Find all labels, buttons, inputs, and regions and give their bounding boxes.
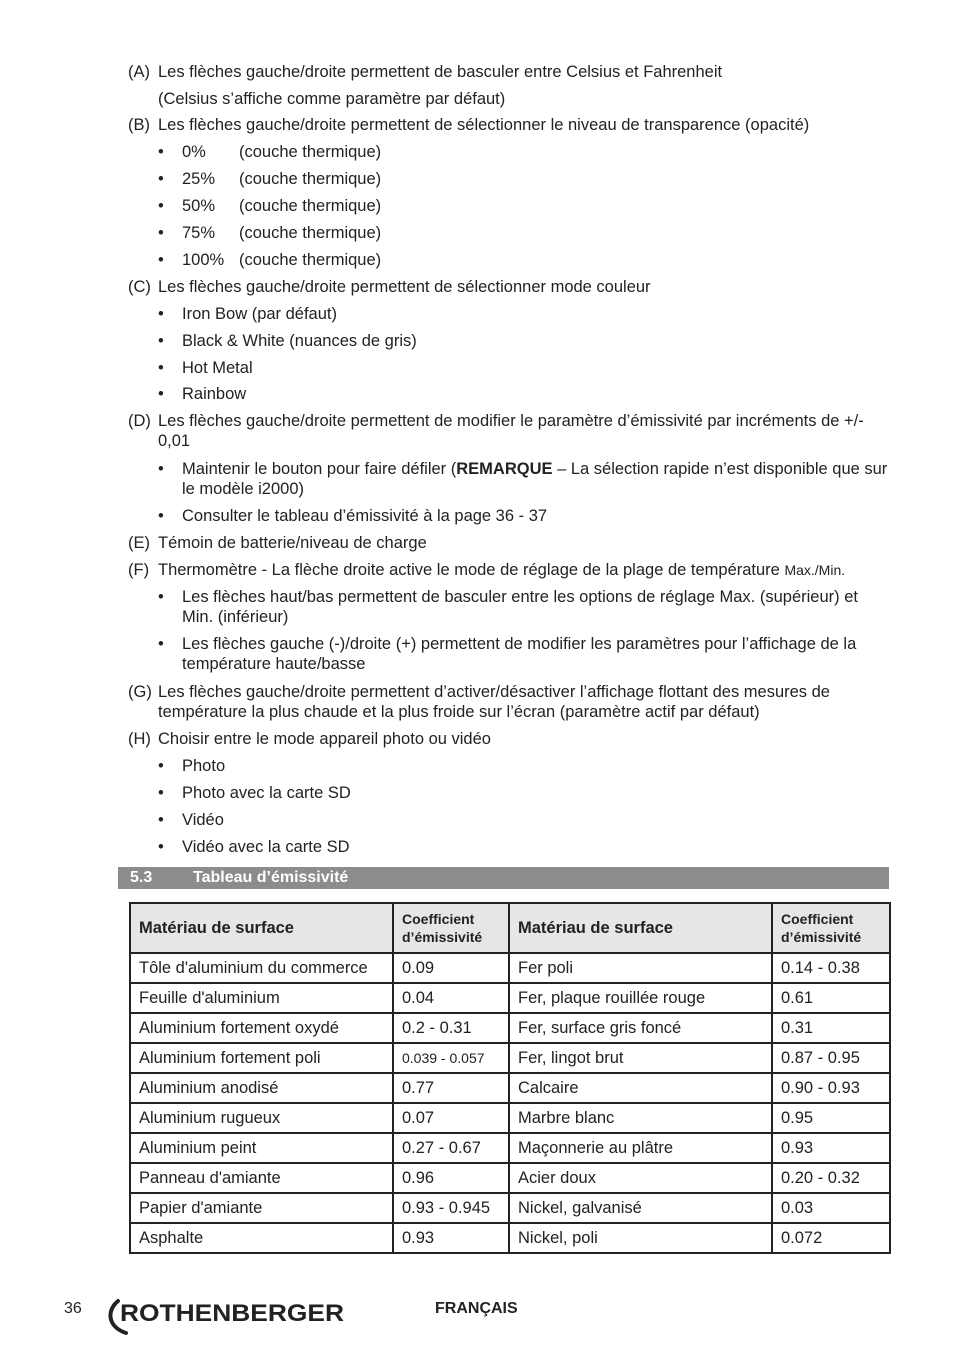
opacity-value: 100% — [182, 251, 225, 269]
item-letter: (G) — [128, 683, 152, 701]
item-letter: (F) — [128, 561, 150, 579]
material-cell: Papier d'amiante — [130, 1193, 393, 1223]
color-mode: Rainbow — [182, 385, 247, 403]
item-f — [128, 560, 890, 580]
opacity-label: (couche thermique) — [239, 170, 382, 188]
coefficient-cell: 0.20 - 0.32 — [772, 1163, 890, 1193]
coefficient-cell: 0.77 — [393, 1073, 509, 1103]
table-row — [130, 1103, 890, 1133]
bullet-dot: • — [158, 359, 164, 377]
bullet-dot: • — [158, 757, 164, 775]
table-row — [130, 1043, 890, 1073]
material-cell: Acier doux — [509, 1163, 772, 1193]
material-cell: Aluminium anodisé — [130, 1073, 393, 1103]
coefficient-cell: 0.04 — [393, 983, 509, 1013]
material-cell: Calcaire — [509, 1073, 772, 1103]
bullet-dot: • — [158, 588, 164, 606]
list-item — [158, 756, 890, 776]
item-text: Thermomètre - La flèche droite active le mode de réglage de la plage de température — [158, 561, 785, 579]
item-a — [128, 62, 890, 82]
item-e — [128, 533, 890, 553]
material-cell: Marbre blanc — [509, 1103, 772, 1133]
coefficient-cell: 0.07 — [393, 1103, 509, 1133]
coefficient-cell: 0.96 — [393, 1163, 509, 1193]
material-cell: Nickel, galvanisé — [509, 1193, 772, 1223]
table-row — [130, 1193, 890, 1223]
section-title: Tableau d’émissivité — [193, 869, 349, 886]
list-item — [158, 223, 890, 243]
item-text: Choisir entre le mode appareil photo ou vidéo — [158, 730, 491, 748]
header-material: Matériau de surface — [130, 903, 393, 953]
capture-mode: Photo avec la carte SD — [182, 784, 351, 802]
item-text-small: Max./Min. — [784, 562, 846, 578]
coefficient-cell: 0.90 - 0.93 — [772, 1073, 890, 1103]
section-header — [118, 867, 889, 889]
note-text: – La sélection rapide n’est disponible que sur le modèle i2000) — [182, 460, 888, 498]
coefficient-cell: 0.31 — [772, 1013, 890, 1043]
list-item — [158, 506, 890, 526]
material-cell: Aluminium fortement poli — [130, 1043, 393, 1073]
list-item — [158, 459, 890, 499]
material-cell: Aluminium fortement oxydé — [130, 1013, 393, 1043]
capture-mode: Vidéo avec la carte SD — [182, 838, 350, 856]
reference-text: Consulter le tableau d’émissivité à la page 36 - 37 — [182, 507, 548, 525]
list-item — [158, 810, 890, 830]
rothenberger-logo — [104, 1297, 349, 1337]
item-b — [128, 115, 890, 135]
item-text: Les flèches gauche/droite permettent de sélectionner mode couleur — [158, 278, 651, 296]
coefficient-cell: 0.27 - 0.67 — [393, 1133, 509, 1163]
opacity-label: (couche thermique) — [239, 251, 382, 269]
bullet-dot: • — [158, 784, 164, 802]
table-row — [130, 983, 890, 1013]
list-item — [158, 331, 890, 351]
material-cell: Aluminium peint — [130, 1133, 393, 1163]
table-row — [130, 1133, 890, 1163]
coefficient-cell: 0.072 — [772, 1223, 890, 1253]
material-cell: Fer, surface gris foncé — [509, 1013, 772, 1043]
list-item — [158, 250, 890, 270]
list-item — [158, 783, 890, 803]
bullet-dot: • — [158, 635, 164, 653]
item-letter: (B) — [128, 116, 150, 134]
coefficient-cell: 0.87 - 0.95 — [772, 1043, 890, 1073]
capture-mode: Vidéo — [182, 811, 224, 829]
bullet-dot: • — [158, 170, 164, 188]
table-row — [130, 1073, 890, 1103]
coefficient-cell: 0.93 — [772, 1133, 890, 1163]
color-mode: Iron Bow (par défaut) — [182, 305, 337, 323]
opacity-value: 75% — [182, 224, 216, 242]
material-cell: Fer poli — [509, 953, 772, 983]
list-item — [158, 358, 890, 378]
bullet-dot: • — [158, 143, 164, 161]
table-row — [130, 1013, 890, 1043]
bullet-dot: • — [158, 305, 164, 323]
material-cell: Tôle d'aluminium du commerce — [130, 953, 393, 983]
page-number: 36 — [64, 1300, 82, 1317]
opacity-label: (couche thermique) — [239, 197, 382, 215]
bullet-dot: • — [158, 385, 164, 403]
coefficient-cell: 0.03 — [772, 1193, 890, 1223]
opacity-label: (couche thermique) — [239, 143, 382, 161]
bullet-dot: • — [158, 811, 164, 829]
list-item — [158, 384, 890, 404]
item-text: Les flèches gauche/droite permettent d’activer/désactiver l’affichage flottant des mesures de température la plus chaude et la plus froide sur l’écran (paramètre actif par défaut) — [158, 683, 830, 721]
list-item — [158, 634, 890, 674]
item-letter: (E) — [128, 534, 150, 552]
note-text: Maintenir le bouton pour faire défiler ( — [182, 460, 457, 478]
item-text: Les flèches gauche/droite permettent de modifier le paramètre d’émissivité par incréments de +/- 0,01 — [158, 412, 864, 450]
item-d — [128, 411, 890, 451]
material-cell: Fer, lingot brut — [509, 1043, 772, 1073]
item-letter: (D) — [128, 412, 151, 430]
bullet-dot: • — [158, 224, 164, 242]
header-material: Matériau de surface — [509, 903, 772, 953]
opacity-value: 25% — [182, 170, 216, 188]
section-number: 5.3 — [130, 869, 153, 886]
item-text: Les flèches gauche/droite permettent de basculer entre Celsius et Fahrenheit — [158, 63, 723, 81]
bullet-dot: • — [158, 197, 164, 215]
material-cell: Feuille d'aluminium — [130, 983, 393, 1013]
list-item — [158, 587, 890, 627]
opacity-label: (couche thermique) — [239, 224, 382, 242]
material-cell: Nickel, poli — [509, 1223, 772, 1253]
material-cell: Maçonnerie au plâtre — [509, 1133, 772, 1163]
material-cell: Panneau d'amiante — [130, 1163, 393, 1193]
material-cell: Fer, plaque rouillée rouge — [509, 983, 772, 1013]
bullet-dot: • — [158, 507, 164, 525]
note-label: REMARQUE — [456, 460, 553, 478]
coefficient-cell: 0.2 - 0.31 — [393, 1013, 509, 1043]
item-g — [128, 682, 890, 722]
bullet-text: Les flèches gauche (-)/droite (+) permettent de modifier les paramètres pour l’affichage de la température haute/basse — [182, 635, 857, 673]
list-item — [158, 837, 890, 857]
item-letter: (H) — [128, 730, 151, 748]
color-mode: Hot Metal — [182, 359, 253, 377]
item-letter: (C) — [128, 278, 151, 296]
item-text: Les flèches gauche/droite permettent de sélectionner le niveau de transparence (opacité) — [158, 116, 810, 134]
list-item — [158, 169, 890, 189]
table-row — [130, 1163, 890, 1193]
item-letter: (A) — [128, 63, 150, 81]
capture-mode: Photo — [182, 757, 226, 775]
bullet-dot: • — [158, 838, 164, 856]
item-h — [128, 729, 890, 749]
coefficient-cell: 0.09 — [393, 953, 509, 983]
color-mode: Black & White (nuances de gris) — [182, 332, 417, 350]
item-c — [128, 277, 890, 297]
table-row — [130, 1223, 890, 1253]
list-item — [158, 142, 890, 162]
list-item — [158, 196, 890, 216]
language-label: FRANÇAIS — [435, 1300, 518, 1317]
table-header-row — [130, 903, 890, 953]
material-cell: Asphalte — [130, 1223, 393, 1253]
header-coefficient: Coefficient d’émissivité — [772, 903, 890, 953]
bullet-dot: • — [158, 460, 164, 478]
coefficient-cell: 0.14 - 0.38 — [772, 953, 890, 983]
opacity-value: 0% — [182, 143, 206, 161]
bullet-text: Les flèches haut/bas permettent de basculer entre les options de réglage Max. (supérieur) et Min. (inférieur) — [182, 588, 858, 626]
bullet-dot: • — [158, 251, 164, 269]
logo-wordmark: ROTHENBERGER — [120, 1300, 344, 1327]
opacity-value: 50% — [182, 197, 216, 215]
coefficient-cell: 0.039 - 0.057 — [393, 1043, 509, 1073]
item-a-note: (Celsius s’affiche comme paramètre par défaut) — [158, 90, 506, 108]
coefficient-cell: 0.61 — [772, 983, 890, 1013]
item-text: Témoin de batterie/niveau de charge — [158, 534, 427, 552]
coefficient-cell: 0.93 - 0.945 — [393, 1193, 509, 1223]
coefficient-cell: 0.93 — [393, 1223, 509, 1253]
list-item — [158, 304, 890, 324]
bullet-dot: • — [158, 332, 164, 350]
coefficient-cell: 0.95 — [772, 1103, 890, 1133]
table-row — [130, 953, 890, 983]
emissivity-table — [129, 902, 891, 1254]
material-cell: Aluminium rugueux — [130, 1103, 393, 1133]
header-coefficient: Coefficient d’émissivité — [393, 903, 509, 953]
